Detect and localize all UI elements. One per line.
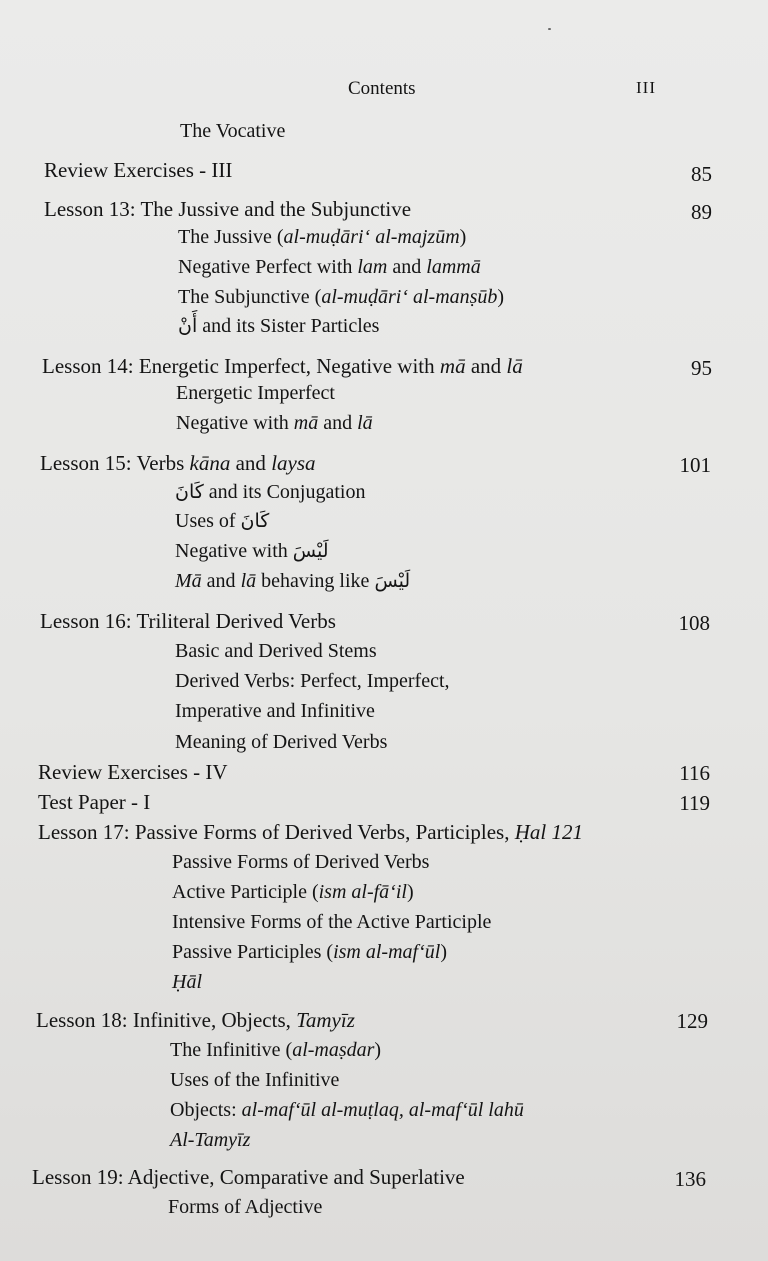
toc-subentry: أَنْ and its Sister Particles	[178, 315, 380, 337]
toc-entry: Lesson 17: Passive Forms of Derived Verbs, Participles, Ḥal 121	[38, 820, 583, 844]
toc-page-number: 108	[678, 611, 710, 635]
toc-page-number: 95	[691, 356, 712, 380]
toc-page-number: 129	[676, 1009, 708, 1033]
toc-subentry: Energetic Imperfect	[176, 382, 335, 404]
toc-subentry: Derived Verbs: Perfect, Imperfect,	[175, 670, 450, 692]
toc-subentry: Ḥāl	[172, 971, 202, 993]
toc-subentry: Objects: al-maf‘ūl al-muṭlaq, al-maf‘ūl lahū	[170, 1099, 524, 1121]
toc-page-number: 116	[679, 761, 710, 785]
toc-entry: Test Paper - I	[38, 790, 151, 814]
toc-subentry: The Infinitive (al-maṣdar)	[170, 1039, 382, 1061]
toc-entry: Lesson 19: Adjective, Comparative and Superlative	[32, 1165, 465, 1189]
toc-subentry: Basic and Derived Stems	[175, 640, 377, 662]
toc-subentry: Passive Participles (ism al-maf‘ūl)	[172, 941, 447, 963]
toc-subentry: كَانَ and its Conjugation	[175, 481, 366, 503]
toc-subentry: Active Participle (ism al-fā‘il)	[172, 881, 414, 903]
toc-entry: Lesson 14: Energetic Imperfect, Negative with mā and lā	[42, 354, 523, 378]
toc-page-number: 85	[691, 162, 712, 186]
toc-entry: Lesson 18: Infinitive, Objects, Tamyīz	[36, 1008, 355, 1032]
toc-subentry: Uses of كَانَ	[175, 510, 270, 532]
toc-page-number: 89	[691, 200, 712, 224]
toc-subentry: Negative with لَيْسَ	[175, 540, 329, 562]
toc-subentry: Negative with mā and lā	[176, 412, 373, 434]
toc-page-number: 119	[679, 791, 710, 815]
toc-subentry: Uses of the Infinitive	[170, 1069, 340, 1091]
toc-page-number: 101	[679, 453, 711, 477]
toc-entry: Lesson 15: Verbs kāna and laysa	[40, 451, 316, 475]
page-header-number: III	[636, 78, 656, 97]
toc-subentry: The Jussive (al-muḍāri‘ al-majzūm)	[178, 226, 467, 248]
toc-subentry: Intensive Forms of the Active Participle	[172, 911, 492, 933]
page-header-title: Contents	[348, 78, 416, 99]
toc-subentry: Imperative and Infinitive	[175, 700, 375, 722]
toc-subentry: Passive Forms of Derived Verbs	[172, 851, 430, 873]
toc-page-number: 136	[674, 1167, 706, 1191]
paper-speck	[548, 28, 551, 30]
toc-entry: Review Exercises - IV	[38, 760, 228, 784]
toc-subentry: Negative Perfect with lam and lammā	[178, 256, 481, 278]
toc-subentry: Mā and lā behaving like لَيْسَ	[175, 570, 411, 592]
toc-subentry: Meaning of Derived Verbs	[175, 731, 388, 753]
toc-entry: Review Exercises - III	[44, 158, 233, 182]
toc-subentry: Al-Tamyīz	[170, 1129, 251, 1151]
toc-subentry: The Subjunctive (al-muḍāri‘ al-manṣūb)	[178, 286, 505, 308]
toc-subentry: The Vocative	[180, 120, 286, 142]
toc-entry: Lesson 16: Triliteral Derived Verbs	[40, 609, 336, 633]
toc-subentry: Forms of Adjective	[168, 1196, 323, 1218]
toc-entry: Lesson 13: The Jussive and the Subjunctive	[44, 197, 412, 221]
